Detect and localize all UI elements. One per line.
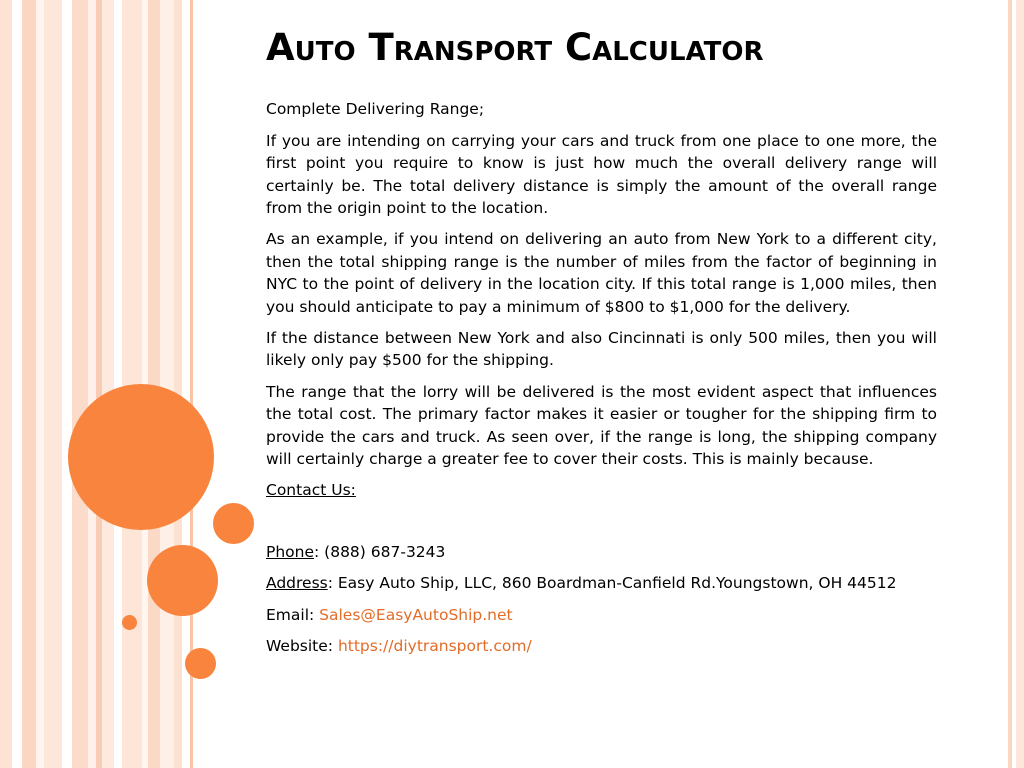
phone-value: : (888) 687-3243 [314, 542, 446, 561]
stripe [1008, 0, 1012, 768]
email-link[interactable]: Sales@EasyAutoShip.net [319, 605, 513, 624]
email-line [266, 604, 937, 626]
address-line [266, 572, 937, 594]
stripe [160, 0, 174, 768]
decorative-circle [68, 384, 214, 530]
stripe [114, 0, 122, 768]
stripe [12, 0, 22, 768]
decorative-circle [147, 545, 218, 616]
website-line [266, 635, 937, 657]
stripe [72, 0, 88, 768]
stripe [88, 0, 96, 768]
paragraph: The range that the lorry will be delivered is the most evident aspect that influences the total cost. The primary factor makes it easier or tougher for the shipping firm to provide the cars and truck. As seen over, if the range is long, the shipping company will certainly charge a greater fee to cover their costs. This is mainly because. [266, 382, 937, 469]
decorative-circle [213, 503, 254, 544]
phone-line [266, 541, 937, 563]
contact-heading: Contact Us: [266, 481, 356, 500]
paragraph: As an example, if you intend on delivering an auto from New York to a different city, then the total shipping range is the number of miles from the factor of beginning in NYC to the point of delivery in the location city. If this total range is 1,000 miles, then you should anticipate to pay a minimum of $800 to $1,000 for the delivery. [266, 230, 937, 316]
phone-label: Phone [266, 542, 315, 561]
stripe [22, 0, 36, 768]
slide-content [266, 26, 937, 667]
address-value: : Easy Auto Ship, LLC, 860 Boardman-Canfield Rd.Youngstown, OH 44512 [327, 574, 897, 593]
decorative-circle [185, 648, 216, 679]
address-label: Address [266, 574, 328, 593]
paragraph: Complete Delivering Range; [266, 100, 485, 119]
stripe [62, 0, 72, 768]
stripe [102, 0, 114, 768]
stripe [36, 0, 44, 768]
website-label: Website: [266, 637, 338, 656]
stripe [44, 0, 62, 768]
slide-title: Auto Transport Calculator [266, 26, 764, 69]
paragraph: If you are intending on carrying your cars and truck from one place to one more, the first point you require to know is just how much the overall delivery range will certainly be. The total delivery distance is simply the amount of the overall range from the origin point to the location. [266, 131, 937, 218]
stripe [0, 0, 12, 768]
spacer [266, 511, 937, 541]
stripe [1016, 0, 1024, 768]
decorative-circle [122, 615, 137, 630]
website-link[interactable]: https://diytransport.com/ [337, 637, 532, 656]
email-label: Email: [266, 605, 320, 624]
paragraph: If the distance between New York and also Cincinnati is only 500 miles, then you will likely only pay $500 for the shipping. [266, 329, 937, 370]
stripe [174, 0, 182, 768]
